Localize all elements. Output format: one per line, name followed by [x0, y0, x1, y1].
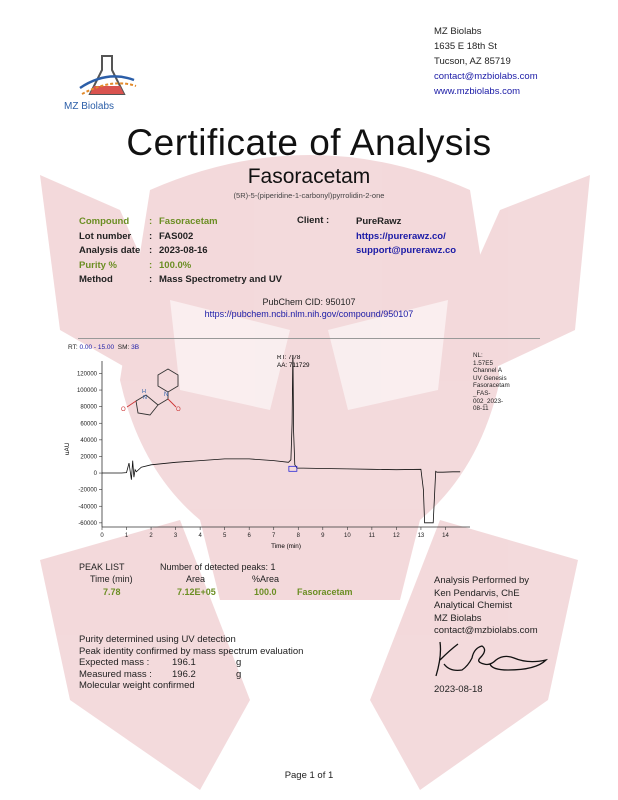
detail-key: Method — [79, 274, 113, 285]
nl-line: UV Genesis — [473, 374, 507, 382]
logo-text: MZ Biolabs — [64, 101, 115, 112]
purity-line: Purity determined using UV detection — [79, 634, 236, 645]
detail-key: Purity % — [79, 259, 118, 271]
performed-line: Ken Pendarvis, ChE — [434, 587, 520, 599]
y-tick-label: 0 — [93, 471, 97, 478]
y-tick-label: 80000 — [80, 404, 97, 411]
lab-email-link[interactable]: contact@mzbiolabs.com — [434, 71, 538, 82]
pubchem-link[interactable]: https://pubchem.ncbi.nlm.nih.gov/compound/950107 — [204, 309, 414, 319]
client-name: PureRawz — [356, 216, 402, 227]
pubchem-cid: PubChem CID: 950107 — [262, 297, 356, 307]
mz-biolabs-logo — [72, 48, 142, 108]
peak-rt-label: RT: 7.78 — [277, 355, 301, 361]
y-tick-label: 20000 — [80, 454, 97, 461]
y-tick-label: -40000 — [78, 504, 97, 511]
y-tick-label: 120000 — [76, 371, 97, 378]
expected-mass-row — [79, 657, 303, 669]
performed-line: contact@mzbiolabs.com — [434, 625, 538, 636]
purity-notes — [79, 634, 303, 692]
peak-aa-label: AA: 711729 — [277, 362, 310, 369]
detail-value: Mass Spectrometry and UV — [159, 274, 283, 285]
detail-row-lot: Lot number : FAS002 — [79, 230, 282, 245]
peak-header-time: Time (min) — [90, 574, 133, 584]
details-table — [79, 215, 282, 288]
y-tick-label: 60000 — [80, 421, 97, 428]
address-line: Tucson, AZ 85719 — [434, 56, 511, 67]
rt-label: RT: — [68, 344, 78, 351]
signature — [428, 636, 558, 681]
detail-value: 100.0% — [159, 259, 192, 271]
x-tick-label: 9 — [321, 533, 325, 539]
svg-text:N: N — [143, 395, 147, 401]
client-label: Client : — [297, 215, 330, 226]
measured-mass-value: 196.2 — [172, 668, 196, 680]
y-tick-label: 40000 — [80, 437, 97, 444]
address-line: MZ Biolabs — [434, 26, 482, 37]
peak-header-pct: %Area — [252, 574, 280, 584]
lab-address — [434, 24, 538, 99]
y-tick-label: -20000 — [78, 487, 97, 494]
lab-website-link[interactable]: www.mzbiolabs.com — [434, 86, 521, 97]
nl-info — [473, 352, 533, 413]
detail-key: Analysis date — [79, 245, 141, 256]
expected-mass-unit: g — [236, 657, 242, 668]
x-tick-label: 10 — [343, 533, 351, 539]
detail-value: FAS002 — [159, 230, 194, 242]
nl-line: 002_2023- — [473, 397, 504, 405]
nl-line: NL: — [473, 352, 483, 359]
detail-row-date: Analysis date : 2023-08-16 — [79, 244, 282, 259]
iupac-name: (5R)-5-(piperidine-1-carbonyl)pyrrolidin-2-one — [233, 191, 385, 200]
nl-line: Channel A — [473, 367, 503, 375]
svg-text:O: O — [176, 407, 181, 413]
x-tick-label: 8 — [296, 533, 300, 539]
x-tick-label: 4 — [198, 533, 202, 539]
sm-value: 3B — [131, 344, 140, 351]
y-axis-label: uAU — [64, 442, 71, 455]
x-tick-label: 2 — [149, 533, 153, 539]
performed-by — [434, 575, 538, 638]
expected-mass-label: Expected mass : — [79, 657, 150, 668]
nl-line: _FAS- — [473, 389, 491, 397]
x-tick-label: 11 — [368, 533, 375, 539]
molecule-structure — [121, 369, 181, 415]
x-tick-label: 5 — [222, 533, 227, 539]
peak-marker — [289, 466, 297, 471]
detail-key: Lot number — [79, 230, 132, 242]
detail-row-purity: Purity % : 100.0% — [79, 259, 282, 274]
chromatogram-header — [68, 344, 139, 351]
pubchem-info — [0, 296, 618, 320]
expected-mass-value: 196.1 — [172, 657, 196, 668]
x-tick-label: 12 — [393, 533, 400, 539]
x-tick-label: 6 — [247, 533, 251, 539]
peak-name: Fasoracetam — [297, 587, 353, 597]
peak-pct: 100.0 — [254, 587, 277, 597]
rt-range: 0.00 - 15.00 — [79, 344, 115, 351]
x-tick-label: 1 — [124, 533, 129, 539]
measured-mass-unit: g — [236, 668, 242, 680]
nl-line: 08-11 — [473, 405, 489, 413]
performed-line: Analysis Performed by — [434, 575, 530, 586]
purity-line: Peak identity confirmed by mass spectrum evaluation — [79, 645, 304, 657]
detail-row-method: Method : Mass Spectrometry and UV — [79, 273, 282, 288]
page-title: Certificate of Analysis — [126, 122, 492, 163]
detail-row-compound: Compound : Fasoracetam — [79, 215, 282, 230]
peak-count: Number of detected peaks: 1 — [160, 562, 276, 572]
measured-mass-label: Measured mass : — [79, 668, 152, 680]
client-info — [356, 215, 456, 259]
uv-trace-line — [102, 355, 460, 523]
detail-value: Fasoracetam — [159, 216, 218, 227]
peak-list-title: PEAK LIST — [79, 562, 125, 572]
peak-area: 7.12E+05 — [177, 587, 216, 597]
measured-mass-row — [79, 669, 303, 681]
nl-line: 1.57E5 — [473, 359, 493, 367]
chromatogram-chart — [60, 355, 480, 555]
detail-key: Compound — [79, 216, 130, 227]
x-tick-label: 14 — [442, 533, 449, 539]
x-axis-label: Time (min) — [271, 543, 301, 550]
client-url-link[interactable]: https://purerawz.co/ — [356, 230, 446, 242]
svg-text:O: O — [121, 407, 126, 413]
x-tick-label: 13 — [417, 533, 425, 539]
y-tick-label: 100000 — [76, 388, 97, 395]
x-tick-label: 7 — [272, 533, 276, 539]
svg-text:N: N — [164, 392, 169, 398]
x-tick-label: 0 — [100, 533, 104, 539]
x-tick-label: 3 — [173, 533, 178, 539]
page-footer: Page 1 of 1 — [284, 770, 334, 781]
svg-text:H: H — [142, 389, 146, 395]
product-name: Fasoracetam — [247, 165, 371, 188]
performed-line: Analytical Chemist — [434, 600, 513, 611]
signed-date: 2023-08-18 — [434, 684, 483, 695]
address-line: 1635 E 18th St — [434, 41, 497, 52]
nl-line: Fasoracetam — [473, 382, 510, 390]
purity-line: Molecular weight confirmed — [79, 680, 195, 691]
y-tick-label: -60000 — [78, 520, 97, 527]
peak-header-area: Area — [186, 574, 206, 584]
detail-value: 2023-08-16 — [159, 245, 208, 256]
sm-label: SM: — [117, 344, 130, 351]
peak-time: 7.78 — [103, 587, 121, 597]
performed-line: MZ Biolabs — [434, 612, 482, 624]
divider — [78, 338, 540, 339]
client-email-link[interactable]: support@purerawz.co — [356, 245, 457, 256]
